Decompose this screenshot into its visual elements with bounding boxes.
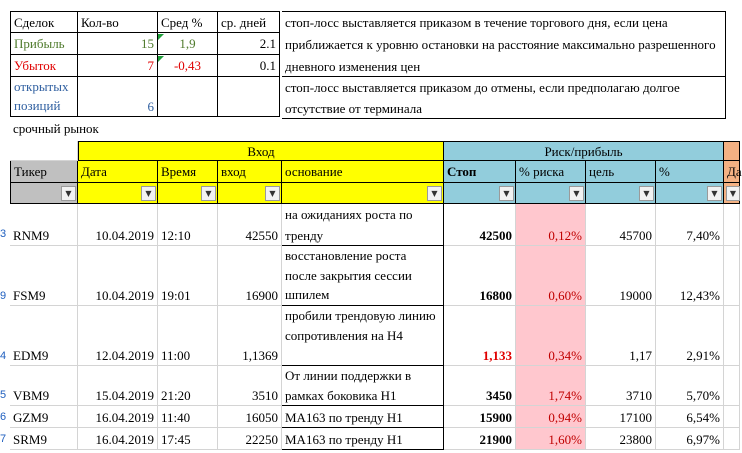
risk-value: 0,60% bbox=[548, 288, 582, 303]
cell-date bbox=[78, 366, 158, 406]
cell-target bbox=[586, 406, 656, 428]
date-value: 10.04.2019 bbox=[95, 288, 154, 303]
cell-profit-pct bbox=[656, 246, 724, 306]
time-value: 17:45 bbox=[161, 432, 191, 447]
cell-profit-pct bbox=[656, 204, 724, 246]
ticker-value: VBM9 bbox=[13, 388, 50, 403]
profit-pct-value: 6,54% bbox=[686, 410, 720, 425]
cell-target bbox=[586, 428, 656, 450]
summary-profit-label: Прибыль bbox=[10, 33, 78, 55]
time-value: 21:20 bbox=[161, 388, 191, 403]
target-value: 19000 bbox=[619, 288, 652, 303]
stop-value: 42500 bbox=[479, 228, 512, 243]
risk-value: 1,74% bbox=[548, 388, 582, 403]
cell-ticker bbox=[10, 246, 78, 306]
summary-open-count-value: 6 bbox=[147, 99, 154, 114]
cell-entry bbox=[218, 204, 282, 246]
cell-time bbox=[158, 204, 218, 246]
summary-open-label-line2: позиций bbox=[14, 98, 61, 113]
filter-dropdown-date[interactable]: ▼ bbox=[141, 186, 156, 201]
summary-open-label bbox=[10, 77, 78, 117]
cell-reason bbox=[282, 406, 444, 428]
col-header-date: Дата bbox=[78, 161, 158, 183]
cell-stop bbox=[444, 204, 516, 246]
filter-dropdown-reason[interactable]: ▼ bbox=[427, 186, 442, 201]
filter-dropdown-entry[interactable]: ▼ bbox=[265, 186, 280, 201]
cell-stop bbox=[444, 406, 516, 428]
stop-value: 21900 bbox=[479, 432, 512, 447]
cell-time bbox=[158, 406, 218, 428]
reason-value: МА163 по тренду Н1 bbox=[285, 410, 403, 425]
cell-time bbox=[158, 428, 218, 450]
cell-date bbox=[78, 428, 158, 450]
risk-value: 1,60% bbox=[548, 432, 582, 447]
summary-header-count: Кол-во bbox=[78, 11, 158, 33]
cell-profit-pct bbox=[656, 428, 724, 450]
cell-reason: От линии поддержки в рамках боковика Н1 bbox=[282, 366, 444, 406]
profit-pct-value: 2,91% bbox=[686, 348, 720, 363]
summary-loss-count: 7 bbox=[78, 55, 158, 77]
cell-time bbox=[158, 306, 218, 366]
cell-risk bbox=[516, 204, 586, 246]
entry-value: 16050 bbox=[245, 410, 278, 425]
stop-loss-note-intraday: стоп-лосс выставляется приказом в течение торгового дня, если цена приближается к уровню остановки на расстояние максимально разрешенного дневного изменения цен bbox=[282, 11, 726, 77]
summary-open-days bbox=[218, 77, 280, 117]
col-header-ticker: Тикер bbox=[10, 161, 78, 183]
risk-value: 0,34% bbox=[548, 348, 582, 363]
entry-value: 3510 bbox=[252, 388, 278, 403]
time-value: 19:01 bbox=[161, 288, 191, 303]
summary-profit-avg: 1,9 bbox=[158, 33, 218, 55]
cell-next bbox=[724, 246, 740, 306]
ticker-value: GZM9 bbox=[13, 410, 49, 425]
cell-profit-pct bbox=[656, 366, 724, 406]
cell-target bbox=[586, 306, 656, 366]
cell-ticker bbox=[10, 306, 78, 366]
cell-entry bbox=[218, 246, 282, 306]
date-value: 15.04.2019 bbox=[95, 388, 154, 403]
summary-open-avg bbox=[158, 77, 218, 117]
summary-header-days: ср. дней bbox=[218, 11, 280, 33]
col-header-target: цель bbox=[586, 161, 656, 183]
cell-next bbox=[724, 306, 740, 366]
cell-entry bbox=[218, 366, 282, 406]
cell-date bbox=[78, 406, 158, 428]
cell-risk bbox=[516, 366, 586, 406]
profit-pct-value: 12,43% bbox=[679, 288, 720, 303]
filter-cell-reason bbox=[282, 183, 444, 204]
cell-profit-pct bbox=[656, 406, 724, 428]
cell-reason: пробили трендовую линию сопротивления на Н4 bbox=[282, 306, 444, 366]
cell-risk bbox=[516, 246, 586, 306]
summary-header-deals: Сделок bbox=[10, 11, 78, 33]
row-number: 6 bbox=[0, 411, 7, 423]
risk-value: 0,94% bbox=[548, 410, 582, 425]
cell-next bbox=[724, 428, 740, 450]
cell-time bbox=[158, 246, 218, 306]
ticker-value: EDM9 bbox=[13, 348, 49, 363]
col-header-risk-pct: % риска bbox=[516, 161, 586, 183]
col-header-stop: Стоп bbox=[444, 161, 516, 183]
filter-dropdown-risk[interactable]: ▼ bbox=[569, 186, 584, 201]
cell-stop bbox=[444, 306, 516, 366]
cell-next bbox=[724, 406, 740, 428]
cell-target bbox=[586, 246, 656, 306]
cell-risk bbox=[516, 428, 586, 450]
ticker-value: RNM9 bbox=[13, 228, 50, 243]
date-value: 16.04.2019 bbox=[95, 410, 154, 425]
cell-reason: восстановление роста после закрытия сессии шпилем bbox=[282, 246, 444, 306]
target-value: 23800 bbox=[619, 432, 652, 447]
cell-reason bbox=[282, 428, 444, 450]
summary-profit-count: 15 bbox=[78, 33, 158, 55]
entry-value: 42550 bbox=[245, 228, 278, 243]
group-header-entry: Вход bbox=[78, 141, 444, 161]
cell-next bbox=[724, 204, 740, 246]
entry-value: 22250 bbox=[245, 432, 278, 447]
col-header-reason: основание bbox=[282, 161, 444, 183]
summary-header-avg: Сред % bbox=[158, 11, 218, 33]
cell-ticker bbox=[10, 204, 78, 246]
summary-open-count bbox=[78, 77, 158, 117]
cell-risk bbox=[516, 406, 586, 428]
cell-target bbox=[586, 204, 656, 246]
target-value: 45700 bbox=[619, 228, 652, 243]
cell-ticker bbox=[10, 366, 78, 406]
cell-entry bbox=[218, 306, 282, 366]
cell-ticker bbox=[10, 406, 78, 428]
stop-value: 15900 bbox=[479, 410, 512, 425]
entry-value: 1,1369 bbox=[242, 348, 278, 363]
cell-reason: на ожиданиях роста по тренду bbox=[282, 204, 444, 246]
col-header-profit-pct: % bbox=[656, 161, 724, 183]
cell-entry bbox=[218, 406, 282, 428]
stop-value: 16800 bbox=[479, 288, 512, 303]
cell-date bbox=[78, 204, 158, 246]
time-value: 11:40 bbox=[161, 410, 191, 425]
filter-dropdown-stop[interactable]: ▼ bbox=[499, 186, 514, 201]
col-header-next: Да bbox=[724, 161, 740, 183]
cell-profit-pct bbox=[656, 306, 724, 366]
cell-date bbox=[78, 246, 158, 306]
cell-next bbox=[724, 366, 740, 406]
cell-time bbox=[158, 366, 218, 406]
time-value: 11:00 bbox=[161, 348, 191, 363]
summary-profit-days: 2.1 bbox=[218, 33, 280, 55]
time-value: 12:10 bbox=[161, 228, 191, 243]
profit-pct-value: 7,40% bbox=[686, 228, 720, 243]
target-value: 1,17 bbox=[629, 348, 652, 363]
filter-dropdown-time[interactable]: ▼ bbox=[201, 186, 216, 201]
filter-dropdown-target[interactable]: ▼ bbox=[639, 186, 654, 201]
risk-value: 0,12% bbox=[548, 228, 582, 243]
cell-entry bbox=[218, 428, 282, 450]
target-value: 3710 bbox=[626, 388, 652, 403]
target-value: 17100 bbox=[619, 410, 652, 425]
cell-risk bbox=[516, 306, 586, 366]
date-value: 10.04.2019 bbox=[95, 228, 154, 243]
stop-loss-note-gtc: стоп-лосс выставляется приказом до отмены, если предполагаю долгое отсутствие от терминала bbox=[282, 77, 726, 119]
section-title: срочный рынок bbox=[13, 121, 99, 136]
col-header-time: Время bbox=[158, 161, 218, 183]
entry-value: 16900 bbox=[245, 288, 278, 303]
summary-open-label-line1: открытых bbox=[14, 79, 69, 94]
group-header-next bbox=[724, 141, 740, 161]
filter-dropdown-pct[interactable]: ▼ bbox=[707, 186, 722, 201]
row-number: 3 bbox=[0, 228, 7, 240]
row-number: 5 bbox=[0, 389, 7, 401]
row-number: 4 bbox=[0, 350, 7, 362]
profit-pct-value: 6,97% bbox=[686, 432, 720, 447]
reason-value: МА163 по тренду Н1 bbox=[285, 432, 403, 447]
filter-dropdown-ticker[interactable]: ▼ bbox=[61, 186, 76, 201]
ticker-value: FSM9 bbox=[13, 288, 46, 303]
col-header-entry: вход bbox=[218, 161, 282, 183]
date-value: 12.04.2019 bbox=[95, 348, 154, 363]
stop-value: 3450 bbox=[486, 388, 512, 403]
cell-date bbox=[78, 306, 158, 366]
cell-stop bbox=[444, 246, 516, 306]
summary-loss-days: 0.1 bbox=[218, 55, 280, 77]
profit-pct-value: 5,70% bbox=[686, 388, 720, 403]
group-header-risk: Риск/прибыль bbox=[444, 141, 724, 161]
group-header-blank bbox=[10, 141, 78, 161]
cell-stop bbox=[444, 366, 516, 406]
date-value: 16.04.2019 bbox=[95, 432, 154, 447]
cell-stop bbox=[444, 428, 516, 450]
filter-dropdown-next[interactable]: ▼ bbox=[726, 186, 740, 201]
ticker-value: SRM9 bbox=[13, 432, 47, 447]
cell-ticker bbox=[10, 428, 78, 450]
row-number: 7 bbox=[0, 433, 7, 445]
summary-loss-avg: -0,43 bbox=[158, 55, 218, 77]
stop-value: 1,133 bbox=[482, 348, 512, 363]
cell-target bbox=[586, 366, 656, 406]
row-number: 9 bbox=[0, 290, 7, 302]
summary-loss-label: Убыток bbox=[10, 55, 78, 77]
